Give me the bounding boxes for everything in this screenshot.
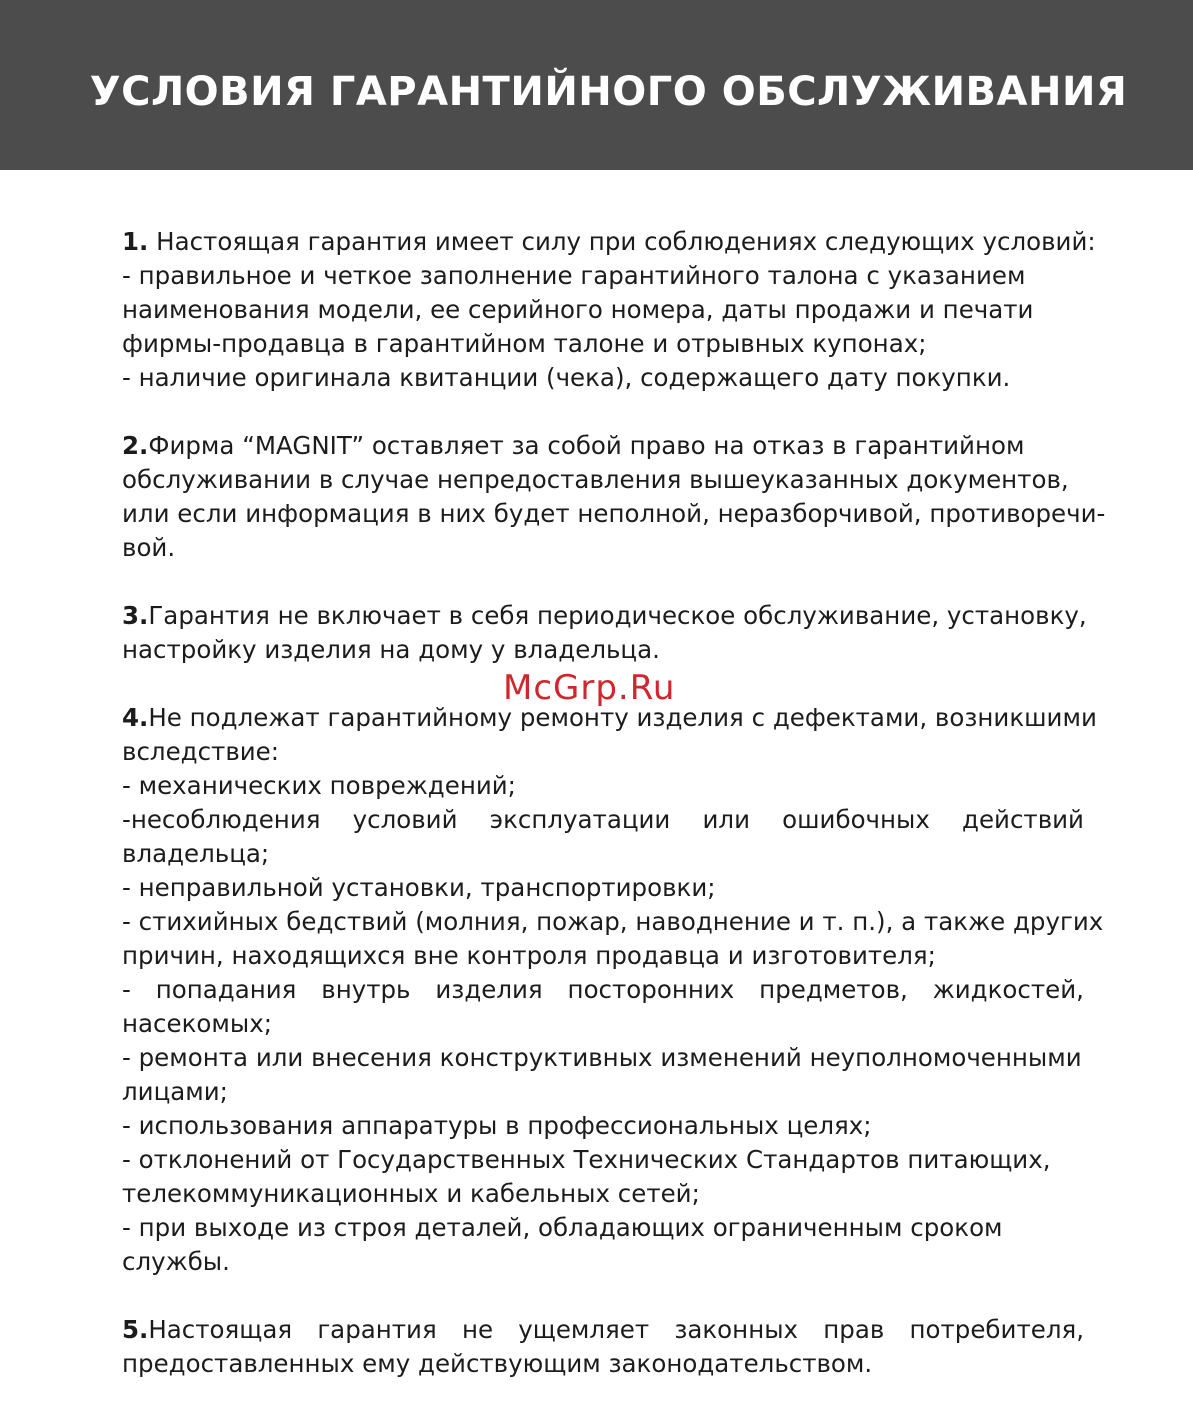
- section-4: [122, 701, 1104, 1279]
- word: эксплуатации: [489, 805, 671, 834]
- word: не: [461, 1315, 494, 1344]
- section-line: или если информация в них будет неполной, неразборчивой, противоречи-: [122, 499, 1106, 528]
- section-line: предоставленных ему действующим законодательством.: [122, 1349, 873, 1378]
- section-line: - отклонений от Государственных Технических Стандартов питающих,: [122, 1145, 1051, 1174]
- word: условий: [352, 805, 458, 834]
- watermark-text: McGrp.Ru: [503, 668, 676, 708]
- word: или: [702, 805, 750, 834]
- section-line: лицами;: [122, 1077, 228, 1106]
- section-line: службы.: [122, 1247, 230, 1276]
- section-1: [122, 225, 1096, 395]
- section-line: - неправильной установки, транспортировки;: [122, 873, 716, 902]
- word: попадания: [155, 975, 297, 1004]
- section-line: причин, находящихся вне контроля продавца и изготовителя;: [122, 941, 936, 970]
- word: предметов,: [759, 975, 908, 1004]
- page-title: УСЛОВИЯ ГАРАНТИЙНОГО ОБСЛУЖИВАНИЯ: [89, 69, 1128, 115]
- section-text: Фирма “MAGNIT” оставляет за собой право на отказ в гарантийном: [148, 431, 1025, 460]
- word: гарантия: [317, 1315, 437, 1344]
- section-number: 5.: [122, 1315, 149, 1344]
- section-text: Гарантия не включает в себя периодическое обслуживание, установку,: [148, 601, 1087, 630]
- section-line: [122, 599, 1087, 633]
- section-line: наименования модели, ее серийного номера, даты продажи и печати: [122, 295, 1034, 324]
- section-text: Настоящая гарантия имеет силу при соблюдениях следующих условий:: [148, 227, 1096, 256]
- section-number: 3.: [122, 601, 149, 630]
- word: потребителя,: [909, 1315, 1084, 1344]
- section-line: фирмы-продавца в гарантийном талоне и отрывных купонах;: [122, 329, 927, 358]
- word: -несоблюдения: [122, 805, 321, 834]
- section-line: - ремонта или внесения конструктивных изменений неуполномоченными: [122, 1043, 1082, 1072]
- section-number: 1.: [122, 227, 149, 256]
- section-line: вследствие:: [122, 737, 280, 766]
- word: ошибочных: [782, 805, 930, 834]
- section-line: [122, 225, 1096, 259]
- section-number: 2.: [122, 431, 149, 460]
- word: -: [122, 975, 131, 1004]
- section-5: [122, 1313, 1084, 1381]
- section-2: [122, 429, 1106, 565]
- word: прав: [823, 1315, 885, 1344]
- section-line: - при выходе из строя деталей, обладающих ограниченным сроком: [122, 1213, 1003, 1242]
- section-line-justified: [122, 973, 1084, 1007]
- section-line: насекомых;: [122, 1009, 272, 1038]
- word: действий: [962, 805, 1084, 834]
- section-text: Не подлежат гарантийному ремонту изделия с дефектами, возникшими: [148, 703, 1097, 732]
- section-line: [122, 429, 1084, 463]
- warranty-terms: [122, 225, 1106, 1415]
- section-line: обслуживании в случае непредоставления вышеуказанных документов,: [122, 465, 1069, 494]
- section-line: - стихийных бедствий (молния, пожар, наводнение и т. п.), а также других: [122, 907, 1104, 936]
- section-line: телекоммуникационных и кабельных сетей;: [122, 1179, 700, 1208]
- word: внутрь: [321, 975, 411, 1004]
- section-line: - правильное и четкое заполнение гарантийного талона с указанием: [122, 261, 1026, 290]
- word: 5.Настоящая: [122, 1315, 293, 1344]
- word: ущемляет: [518, 1315, 650, 1344]
- section-line-justified: [122, 1313, 1084, 1347]
- section-line: вой.: [122, 533, 176, 562]
- section-line-justified: [122, 803, 1084, 837]
- header-bar: [0, 0, 1193, 170]
- word: законных: [674, 1315, 799, 1344]
- section-line: - механических повреждений;: [122, 771, 516, 800]
- word: жидкостей,: [932, 975, 1084, 1004]
- section-number: 4.: [122, 703, 149, 732]
- section-line: владельца;: [122, 839, 270, 868]
- section-line: - использования аппаратуры в профессиональных целях;: [122, 1111, 872, 1140]
- section-line: настройку изделия на дому у владельца.: [122, 635, 660, 664]
- section-3: [122, 599, 1087, 667]
- section-line: - наличие оригинала квитанции (чека), содержащего дату покупки.: [122, 363, 1011, 392]
- word: посторонних: [567, 975, 735, 1004]
- word: изделия: [435, 975, 543, 1004]
